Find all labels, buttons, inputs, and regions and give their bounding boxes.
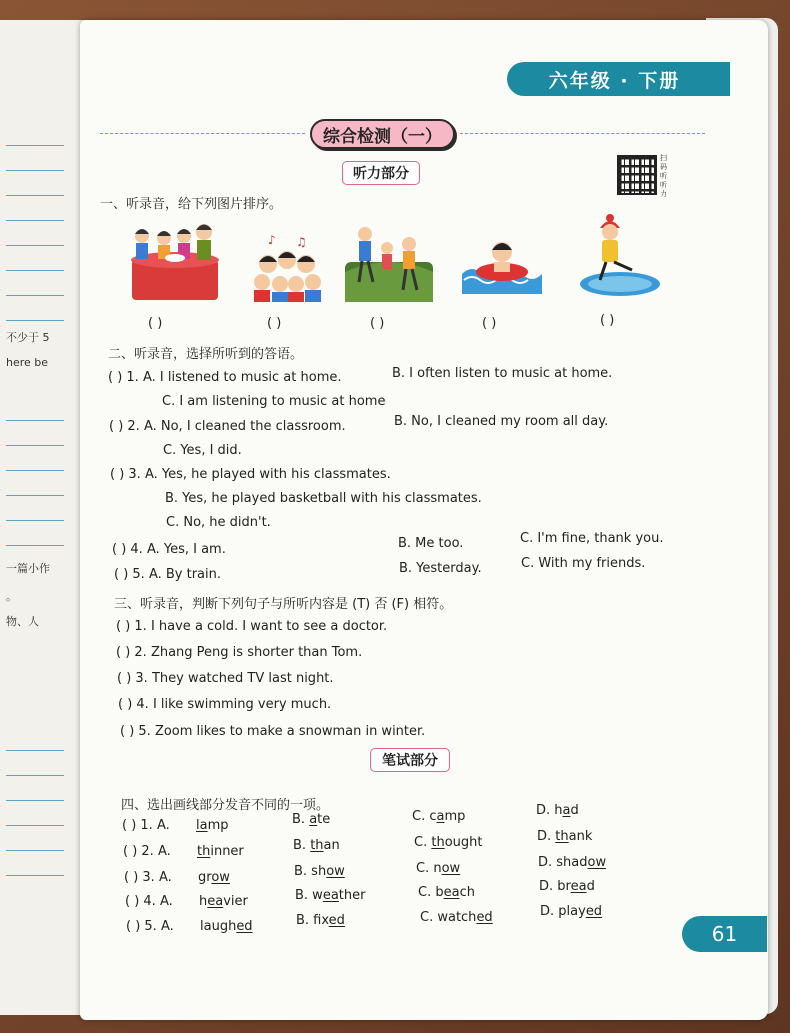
answer-line	[6, 445, 64, 446]
judge-item-2: ( ) 2. Zhang Peng is shorter than Tom.	[116, 645, 363, 660]
underlined-letters: ea	[322, 888, 339, 903]
listening-section-label: 听力部分	[342, 161, 420, 185]
answer-line	[6, 495, 64, 496]
phonics-question-1: ( ) 1. A.	[122, 818, 170, 833]
phonics-question-4: ( ) 4. A.	[125, 894, 173, 909]
underlined-letters: ed	[236, 919, 253, 934]
phonics-option-b[interactable]	[294, 864, 345, 879]
word-suffix: te	[317, 812, 331, 827]
picture-3-blank[interactable]: ( )	[370, 316, 385, 331]
word-suffix: an	[323, 838, 340, 853]
word-suffix: d	[570, 803, 579, 818]
underlined-letters: ow	[441, 861, 461, 876]
svg-text:♫: ♫	[296, 235, 307, 249]
word-prefix: C.	[414, 835, 432, 850]
word-suffix: ank	[568, 829, 593, 844]
word-prefix: B. w	[295, 888, 323, 903]
answer-line	[6, 875, 64, 876]
underlined-letters: ea	[207, 894, 224, 909]
answer-line	[6, 295, 64, 296]
section-3-heading: 三、听录音，判断下列句子与所听内容是 (T) 否 (F) 相符。	[114, 597, 453, 612]
word-prefix: C. n	[416, 861, 442, 876]
judge-item-5: ( ) 5. Zoom likes to make a snowman in winter.	[120, 724, 426, 739]
underlined-letters: ed	[328, 913, 345, 928]
phonics-option-d[interactable]	[536, 803, 579, 818]
underlined-letters: ea	[570, 879, 587, 894]
phonics-option-c[interactable]	[418, 885, 475, 900]
word-suffix: mp	[444, 809, 466, 824]
word-prefix: B.	[292, 812, 310, 827]
underlined-letters: th	[197, 844, 211, 859]
section-4-heading: 四、选出画线部分发音不同的一项。	[121, 798, 330, 813]
answer-line	[6, 320, 64, 321]
word-prefix: D. play	[540, 904, 586, 919]
question-2-5-option-b[interactable]: B. Yesterday.	[399, 561, 482, 576]
answer-line	[6, 850, 64, 851]
word-prefix: D. h	[536, 803, 563, 818]
phonics-option-a[interactable]	[199, 894, 248, 909]
word-suffix: d	[586, 879, 595, 894]
answer-line	[6, 145, 64, 146]
phonics-option-c[interactable]	[420, 910, 493, 925]
answer-line	[6, 775, 64, 776]
section-2-heading: 二、听录音，选择所听到的答语。	[108, 347, 304, 362]
judge-item-4: ( ) 4. I like swimming very much.	[118, 697, 332, 712]
answer-line	[6, 520, 64, 521]
svg-text:♪: ♪	[268, 233, 276, 247]
judge-item-3: ( ) 3. They watched TV last night.	[117, 671, 334, 686]
underlined-letters: ed	[476, 910, 493, 925]
underlined-letters: ed	[585, 904, 603, 919]
word-prefix: laugh	[200, 919, 237, 934]
word-suffix: ch	[459, 885, 475, 900]
writing-section-label: 笔试部分	[370, 748, 450, 772]
word-prefix: B. sh	[294, 864, 327, 879]
underlined-letters: ow	[211, 870, 230, 885]
word-prefix: D.	[537, 829, 556, 844]
picture-4-blank[interactable]: ( )	[482, 316, 497, 331]
question-2-1-option-c[interactable]: C. I am listening to music at home	[162, 394, 386, 409]
page-title: 综合检测（一）	[310, 119, 455, 149]
question-2-1-option-b[interactable]: B. I often listen to music at home.	[392, 366, 613, 381]
picture-1-blank[interactable]: ( )	[148, 316, 163, 331]
word-prefix: C. b	[418, 885, 444, 900]
judge-item-1: ( ) 1. I have a cold. I want to see a doctor.	[116, 619, 388, 634]
phonics-option-c[interactable]	[412, 809, 465, 824]
question-2-2: ( ) 2. A. No, I cleaned the classroom.	[109, 419, 346, 434]
question-2-4: ( ) 4. A. Yes, I am.	[112, 542, 226, 557]
question-2-3-option-b[interactable]: B. Yes, he played basketball with his classmates.	[165, 491, 482, 506]
question-2-5-option-c[interactable]: C. With my friends.	[521, 556, 646, 571]
phonics-option-b[interactable]	[293, 838, 340, 853]
phonics-option-a[interactable]	[198, 870, 230, 885]
family-dinner-picture	[128, 222, 220, 304]
phonics-question-2: ( ) 2. A.	[123, 844, 171, 859]
phonics-question-5: ( ) 5. A.	[126, 919, 174, 934]
answer-line	[6, 170, 64, 171]
answer-line	[6, 220, 64, 221]
underlined-letters: a	[436, 809, 445, 824]
question-2-2-option-b[interactable]: B. No, I cleaned my room all day.	[394, 414, 609, 429]
word-suffix: ther	[338, 888, 366, 903]
phonics-option-a[interactable]	[200, 919, 253, 934]
underlined-letters: th	[555, 829, 569, 844]
phonics-option-d[interactable]	[540, 904, 602, 919]
phonics-option-b[interactable]	[292, 812, 330, 827]
skating-girl-picture	[578, 214, 662, 298]
question-2-4-option-b[interactable]: B. Me too.	[398, 536, 464, 551]
underlined-letters: la	[196, 818, 208, 833]
word-prefix: B.	[293, 838, 311, 853]
left-snippet: 一篇小作	[6, 562, 50, 575]
answer-line	[6, 195, 64, 196]
phonics-option-c[interactable]	[414, 835, 482, 850]
left-snippet: 不少于 5	[6, 331, 50, 344]
title-divider-right	[460, 133, 705, 134]
word-prefix: C. c	[412, 809, 437, 824]
answer-line	[6, 245, 64, 246]
word-suffix: ought	[444, 835, 483, 850]
word-prefix: D. shad	[538, 855, 588, 870]
word-prefix: B. fix	[296, 913, 329, 928]
question-2-3: ( ) 3. A. Yes, he played with his classmates.	[110, 467, 391, 482]
phonics-option-d[interactable]	[539, 879, 595, 894]
word-suffix: inner	[210, 844, 244, 859]
word-prefix: h	[199, 894, 208, 909]
left-snippet: 物、人	[6, 615, 39, 628]
word-prefix: gr	[198, 870, 212, 885]
question-2-1: ( ) 1. A. I listened to music at home.	[108, 370, 342, 385]
qr-code[interactable]	[617, 155, 657, 195]
phonics-option-a[interactable]	[196, 818, 229, 833]
phonics-option-d[interactable]	[538, 855, 606, 870]
answer-line	[6, 825, 64, 826]
page-number: 61	[682, 916, 767, 952]
underlined-letters: th	[431, 835, 445, 850]
qr-label: 扫码听听力	[660, 154, 667, 198]
underlined-letters: a	[562, 803, 571, 818]
phonics-option-b[interactable]	[295, 888, 365, 903]
phonics-question-3: ( ) 3. A.	[124, 870, 172, 885]
swimming-boy-picture	[460, 234, 542, 298]
underlined-letters: th	[310, 838, 324, 853]
phonics-option-d[interactable]	[537, 829, 592, 844]
underlined-letters: ea	[443, 885, 460, 900]
question-2-4-option-c[interactable]: C. I'm fine, thank you.	[520, 531, 664, 546]
answer-line	[6, 420, 64, 421]
question-2-5: ( ) 5. A. By train.	[114, 567, 222, 582]
word-prefix: C. watch	[420, 910, 477, 925]
title-divider-left	[100, 133, 305, 134]
answer-line	[6, 545, 64, 546]
answer-line	[6, 270, 64, 271]
underlined-letters: ow	[326, 864, 345, 879]
answer-line	[6, 470, 64, 471]
phonics-option-a[interactable]	[197, 844, 244, 859]
left-snippet: 。	[6, 590, 17, 603]
word-suffix: mp	[207, 818, 229, 833]
underlined-letters: a	[309, 812, 318, 827]
singing-children-picture	[250, 232, 324, 304]
answer-line	[6, 750, 64, 751]
left-snippet: here be	[6, 356, 49, 369]
word-suffix: vier	[223, 894, 248, 909]
picture-5-blank[interactable]: ( )	[600, 313, 615, 328]
phonics-option-c[interactable]	[416, 861, 460, 876]
grade-banner: 六年级 · 下册	[507, 62, 722, 96]
phonics-option-b[interactable]	[296, 913, 345, 928]
underlined-letters: ow	[587, 855, 607, 870]
answer-line	[6, 800, 64, 801]
section-1-heading: 一、听录音，给下列图片排序。	[100, 197, 283, 212]
question-2-3-option-c[interactable]: C. No, he didn't.	[166, 515, 271, 530]
question-2-2-option-c[interactable]: C. Yes, I did.	[163, 443, 242, 458]
hiking-family-picture	[345, 222, 433, 304]
picture-2-blank[interactable]: ( )	[267, 316, 282, 331]
word-prefix: D. br	[539, 879, 571, 894]
